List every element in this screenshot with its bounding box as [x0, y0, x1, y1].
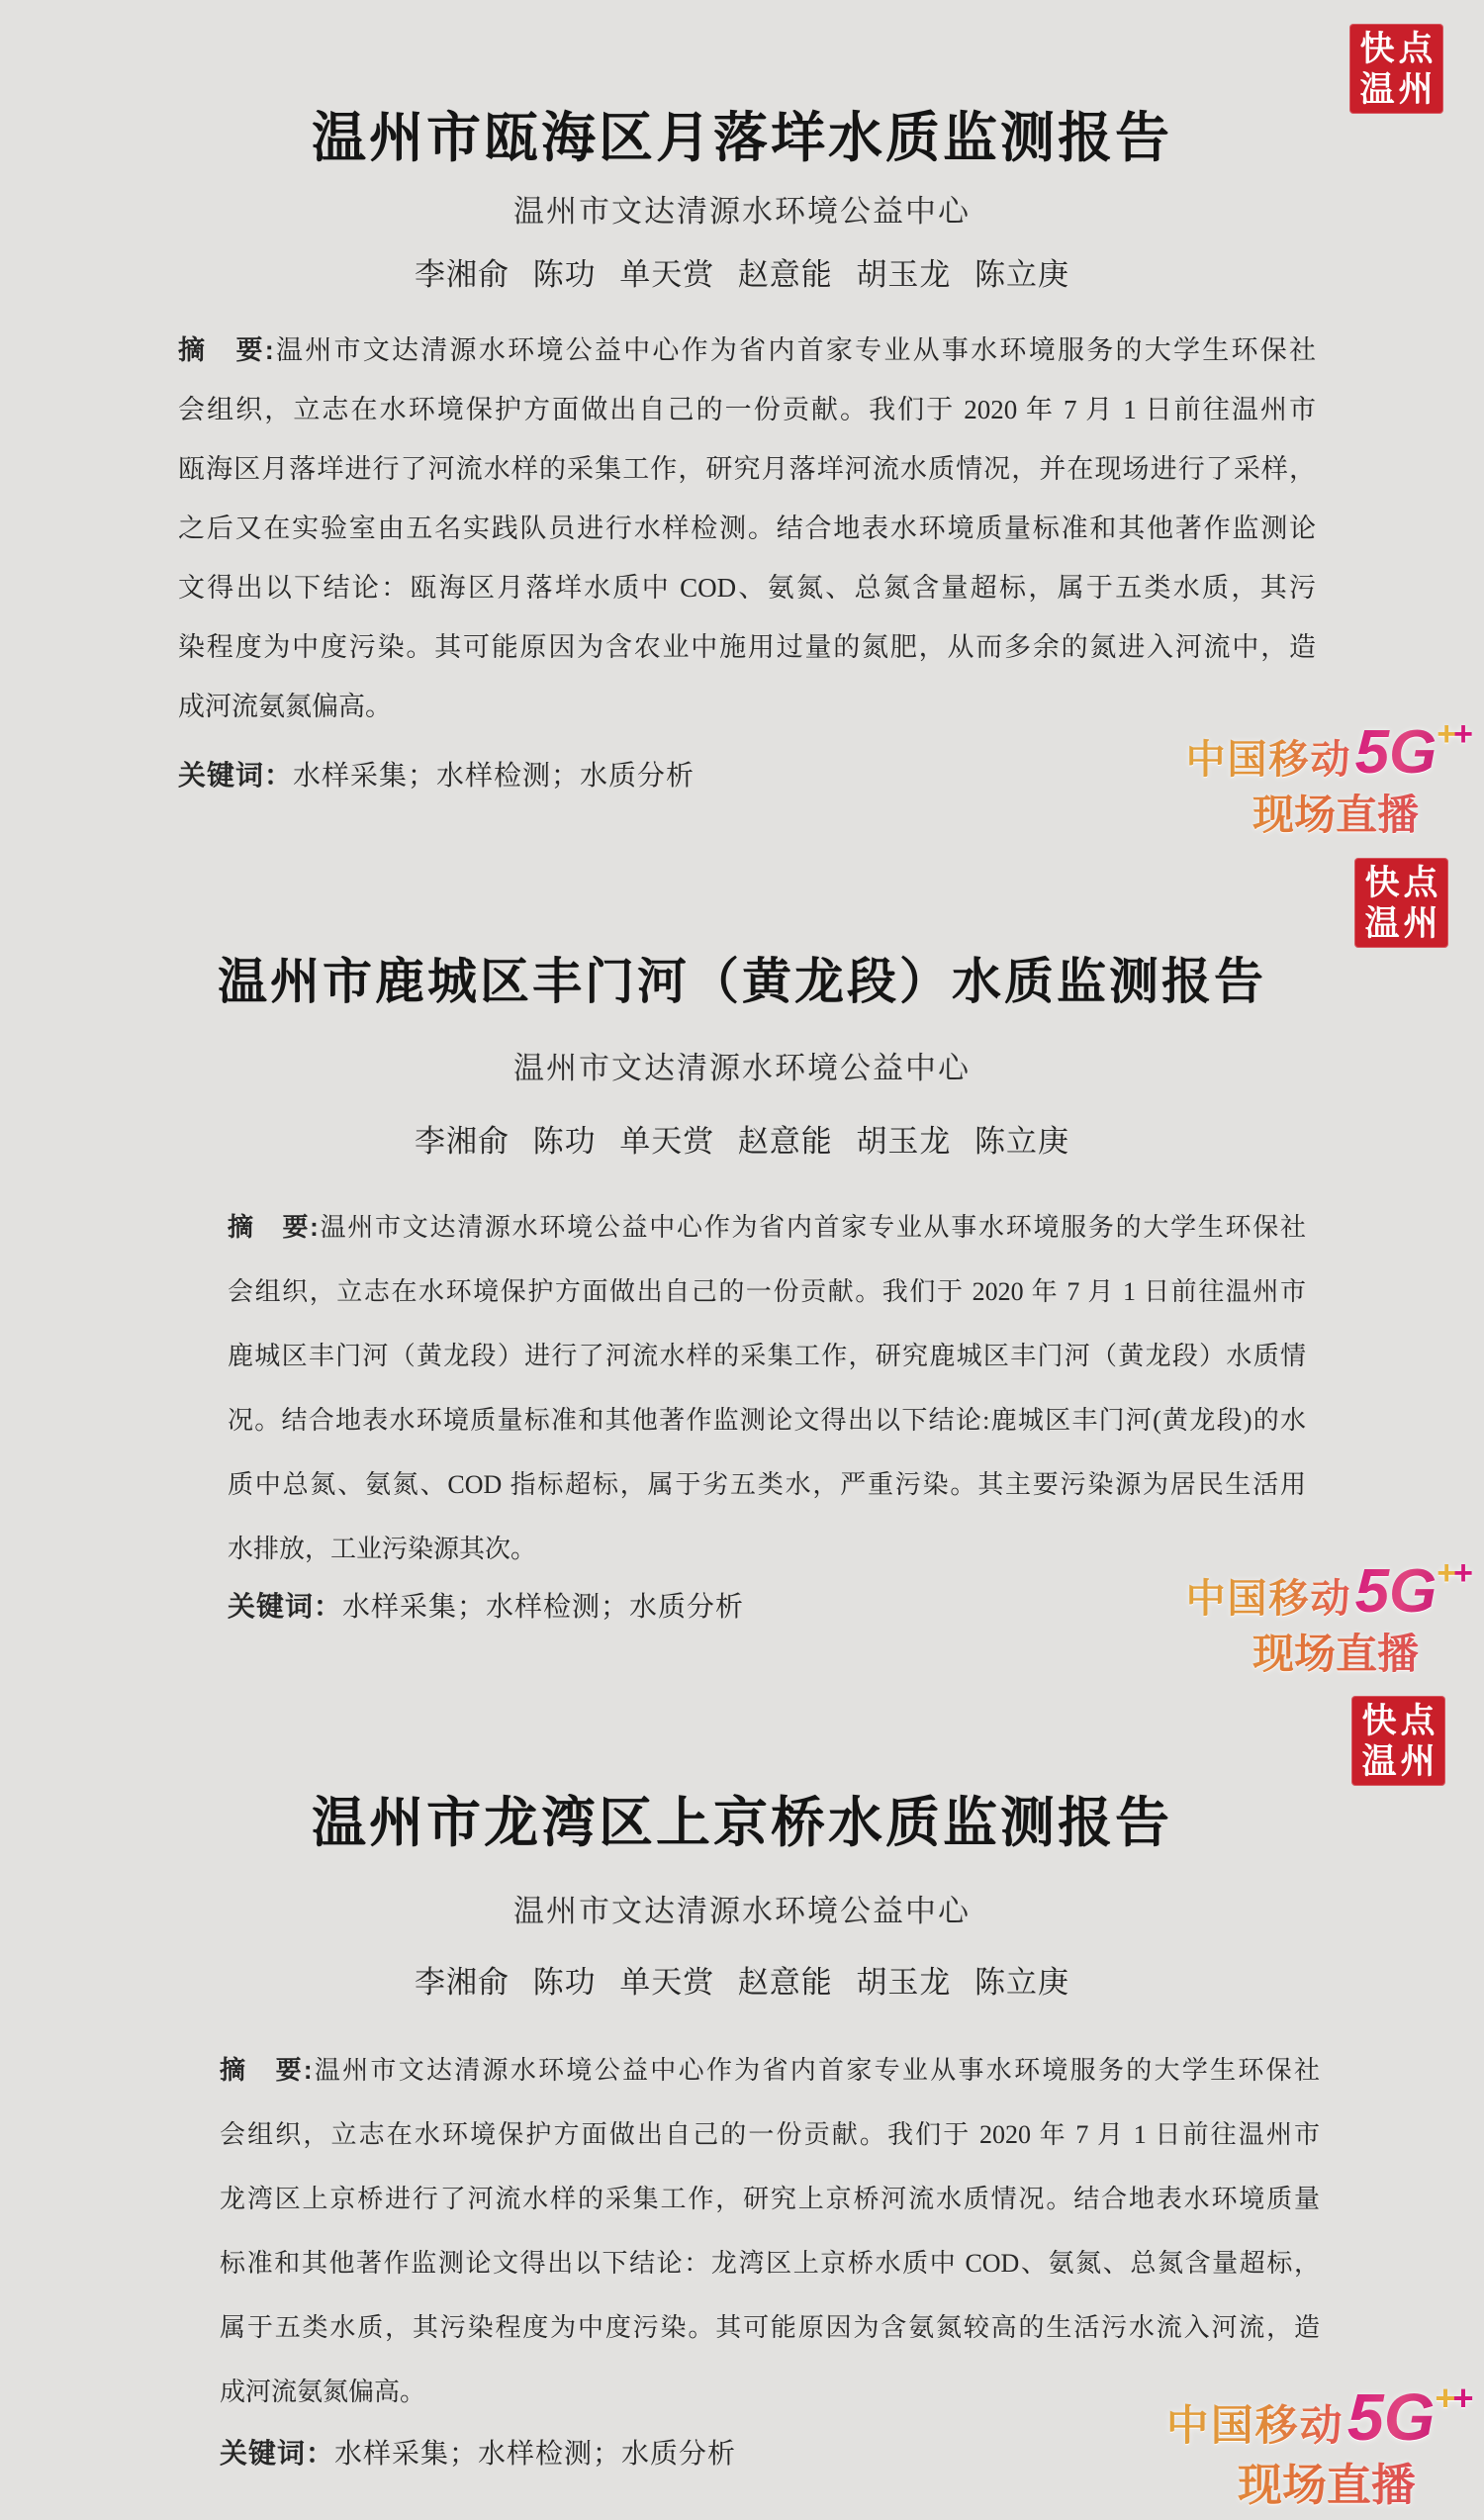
abstract-label: 摘 要: [220, 2055, 313, 2085]
plus-plus-icon: ++ [1437, 1554, 1470, 1592]
abstract-line: 成河流氨氮偏高。 [220, 2378, 426, 2406]
abstract-line [178, 321, 1316, 380]
affiliation-1: 温州市文达清源水环境公益中心 [513, 194, 971, 229]
china-mobile-logo: 中国移动 [1185, 1577, 1352, 1621]
badge-line2: 温州 [1359, 70, 1438, 109]
abstract-label: 摘 要: [228, 1212, 319, 1242]
abstract-text: 温州市文达清源水环境公益中心作为省内首家专业从事水环境服务的大学生环保社 [273, 335, 1316, 365]
abstract-2 [228, 1195, 1306, 1581]
abstract-text: 温州市文达清源水环境公益中心作为省内首家专业从事水环境服务的大学生环保社 [312, 2056, 1320, 2085]
abstract-line: 会组织，立志在水环境保护方面做出自己的一份贡献。我们于 2020 年 7 月 1 日前往温州市 [228, 1277, 1306, 1306]
kuaidian-wenzhou-badge [1354, 858, 1448, 948]
authors-1: 李湘俞 陈功 单天赏 赵意能 胡玉龙 陈立庚 [414, 257, 1070, 292]
watermark-line2: 现场直播 [1186, 1633, 1470, 1676]
keywords-text: 水样采集；水样检测；水质分析 [293, 761, 696, 792]
abstract-line: 属于五类水质，其污染程度为中度污染。其可能原因为含氨氮较高的生活污水流入河流，造 [220, 2313, 1320, 2342]
kuaidian-wenzhou-badge [1351, 1696, 1445, 1786]
watermark-line1 [1165, 2379, 1470, 2463]
keywords-text: 水样采集；水样检测；水质分析 [342, 1592, 745, 1623]
keywords-3 [220, 2432, 736, 2472]
watermark-line2: 现场直播 [1165, 2463, 1470, 2509]
abstract-line [220, 2038, 1320, 2102]
abstract-line: 成河流氨氮偏高。 [178, 692, 392, 721]
keywords-label: 关键词： [220, 2438, 335, 2469]
china-mobile-5g-watermark [1185, 1554, 1470, 1677]
abstract-line: 会组织，立志在水环境保护方面做出自己的一份贡献。我们于 2020 年 7 月 1 日前往温州市 [178, 395, 1316, 424]
5g-logo: 5G [1346, 2381, 1435, 2456]
plus-plus-icon: ++ [1434, 2379, 1470, 2419]
report-title-2: 温州市鹿城区丰门河（黄龙段）水质监测报告 [218, 954, 1266, 1009]
affiliation-2: 温州市文达清源水环境公益中心 [513, 1051, 971, 1085]
abstract-3 [220, 2038, 1320, 2424]
keywords-label: 关键词： [228, 1591, 343, 1622]
abstract-line: 质中总氮、氨氮、COD 指标超标，属于劣五类水，严重污染。其主要污染源为居民生活用 [228, 1470, 1306, 1499]
authors-2: 李湘俞 陈功 单天赏 赵意能 胡玉龙 陈立庚 [414, 1124, 1070, 1159]
watermark-line1 [1185, 1554, 1470, 1633]
abstract-text: 温州市文达清源水环境公益中心作为省内首家专业从事水环境服务的大学生环保社 [318, 1213, 1306, 1242]
watermark-line2: 现场直播 [1186, 793, 1470, 837]
abstract-label: 摘 要: [178, 335, 274, 365]
abstract-line: 鹿城区丰门河（黄龙段）进行了河流水样的采集工作，研究鹿城区丰门河（黄龙段）水质情 [228, 1342, 1306, 1370]
china-mobile-5g-watermark [1165, 2379, 1470, 2510]
china-mobile-logo: 中国移动 [1165, 2402, 1345, 2450]
5g-logo: 5G [1354, 1557, 1438, 1626]
abstract-1 [178, 321, 1316, 736]
keywords-2 [228, 1585, 744, 1625]
keywords-1 [178, 754, 695, 793]
badge-line1: 快点 [1359, 30, 1438, 68]
badge-line1: 快点 [1364, 864, 1442, 902]
badge-line1: 快点 [1361, 1702, 1439, 1740]
badge-line2: 温州 [1364, 904, 1442, 943]
keywords-label: 关键词： [178, 760, 294, 791]
abstract-line: 瓯海区月落垟进行了河流水样的采集工作，研究月落垟河流水质情况，并在现场进行了采样， [178, 454, 1316, 484]
abstract-line: 况。结合地表水环境质量标准和其他著作监测论文得出以下结论:鹿城区丰门河(黄龙段)的水 [228, 1406, 1306, 1435]
abstract-line: 标准和其他著作监测论文得出以下结论：龙湾区上京桥水质中 COD、氨氮、总氮含量超标， [220, 2249, 1320, 2278]
badge-line2: 温州 [1361, 1742, 1439, 1781]
abstract-line: 染程度为中度污染。其可能原因为含农业中施用过量的氮肥，从而多余的氮进入河流中，造 [178, 632, 1316, 662]
china-mobile-logo: 中国移动 [1185, 738, 1352, 782]
abstract-line: 水排放，工业污染源其次。 [228, 1535, 537, 1563]
affiliation-3: 温州市文达清源水环境公益中心 [513, 1894, 971, 1928]
watermark-line1 [1185, 715, 1470, 793]
authors-3: 李湘俞 陈功 单天赏 赵意能 胡玉龙 陈立庚 [414, 1965, 1070, 2000]
report-title-1: 温州市瓯海区月落垟水质监测报告 [311, 107, 1172, 168]
report-title-3: 温州市龙湾区上京桥水质监测报告 [311, 1792, 1172, 1853]
keywords-text: 水样采集；水样检测；水质分析 [334, 2439, 737, 2470]
plus-plus-icon: ++ [1437, 715, 1470, 753]
abstract-line: 会组织，立志在水环境保护方面做出自己的一份贡献。我们于 2020 年 7 月 1 日前往温州市 [220, 2120, 1320, 2149]
abstract-line: 龙湾区上京桥进行了河流水样的采集工作，研究上京桥河流水质情况。结合地表水环境质量 [220, 2185, 1320, 2213]
abstract-line: 之后又在实验室由五名实践队员进行水样检测。结合地表水环境质量标准和其他著作监测论 [178, 513, 1316, 543]
abstract-line [228, 1195, 1306, 1260]
5g-logo: 5G [1354, 718, 1438, 787]
abstract-line: 文得出以下结论：瓯海区月落垟水质中 COD、氨氮、总氮含量超标，属于五类水质，其污 [178, 573, 1316, 603]
china-mobile-5g-watermark [1185, 715, 1470, 838]
